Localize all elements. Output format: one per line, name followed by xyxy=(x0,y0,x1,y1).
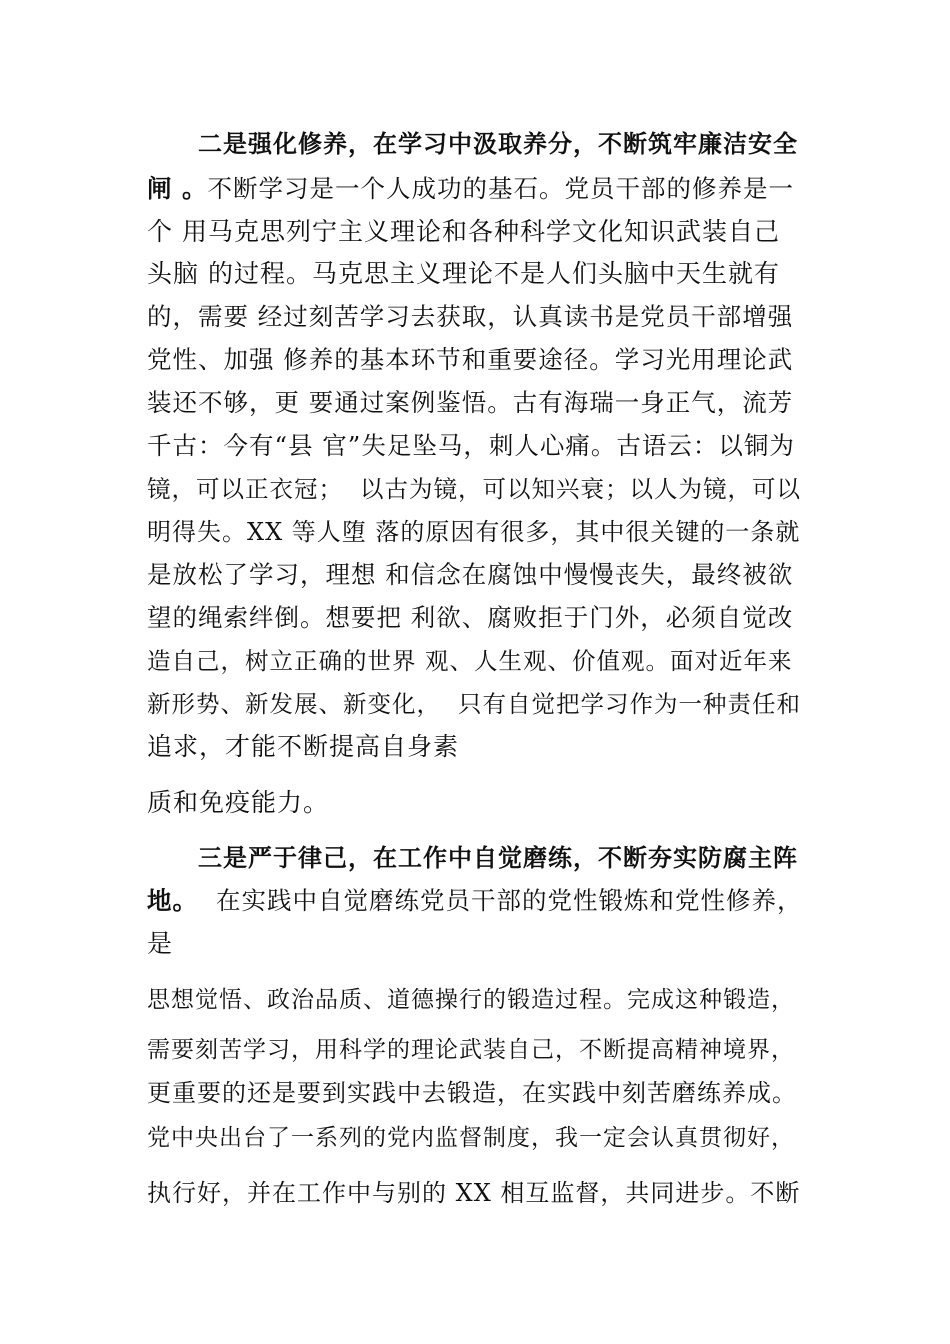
section2-heading-end: 闸 。 xyxy=(147,174,208,203)
section2-line-5: 党性、加强 修养的基本环节和重要途径。学习光用理论武 xyxy=(147,345,794,374)
section3-line-2: 是 xyxy=(147,929,174,958)
section2-line-11: 望的绳索绊倒。想要把 利欲、腐败拒于门外，必须自觉改 xyxy=(147,603,794,632)
section2-line-14: 追求，才能不断提高自身素 xyxy=(147,732,460,761)
section2-line-4: 的，需要 经过刻苦学习去获取，认真读书是党员干部增强 xyxy=(147,302,794,331)
section3-line-6: 党中央出台了一系列的党内监督制度，我一定会认真贯彻好， xyxy=(147,1125,795,1151)
section2-line-9: 明得失。XX 等人堕 落的原因有很多，其中很关键的一条就 xyxy=(147,518,801,546)
section2-line-6: 装还不够，更 要通过案例鉴悟。古有海瑞一身正气，流芳 xyxy=(147,388,794,417)
section2-line-10: 是放松了学习，理想 和信念在腐蚀中慢慢丧失，最终被欲 xyxy=(147,560,794,589)
section2-line-2: 个 用马克思列宁主义理论和各种科学文化知识武装自己 xyxy=(147,217,780,246)
section2-line-1-text: 不断学习是一个人成功的基石。党员干部的修养是一 xyxy=(207,174,795,203)
section2-line-15: 质和免疫能力。 xyxy=(147,788,330,817)
section2-line-3: 头脑 的过程。马克思主义理论不是人们头脑中天生就有 xyxy=(147,259,780,288)
section3-heading-end: 地。 xyxy=(147,886,198,915)
section3-line-7: 执行好，并在工作中与别的 XX 相互监督，共同进步。不断 xyxy=(147,1179,801,1207)
section3-line-5: 更重要的还是要到实践中去锻造，在实践中刻苦磨练养成。 xyxy=(147,1079,797,1107)
section2-line-13: 新形势、新发展、新变化， 只有自觉把学习作为一种责任和 xyxy=(147,690,801,718)
section2-line-1 xyxy=(147,174,794,204)
section2-line-8: 镜，可以正衣冠； 以古为镜，可以知兴衰；以人为镜，可以 xyxy=(147,475,801,503)
section3-heading: 三是严于律己，在工作中自觉磨练，不断夯实防腐主阵 xyxy=(198,844,798,872)
section3-line-1 xyxy=(147,886,803,916)
section2-line-7: 千古：今有“县 官”失足坠马，刺人心痛。古语云：以铜为 xyxy=(147,431,795,460)
section3-line-4: 需要刻苦学习，用科学的理论武装自己，不断提高精神境界， xyxy=(147,1037,795,1063)
section3-line-3: 思想觉悟、政治品质、道德操行的锻造过程。完成这种锻造， xyxy=(147,987,795,1013)
section2-line-12: 造自己，树立正确的世界 观、人生观、价值观。面对近年来 xyxy=(147,647,793,675)
section3-line-1-text: 在实践中自觉磨练党员干部的党性锻炼和党性修养， xyxy=(216,886,803,915)
section2-heading: 二是强化修养，在学习中汲取养分，不断筑牢廉洁安全 xyxy=(198,130,798,158)
